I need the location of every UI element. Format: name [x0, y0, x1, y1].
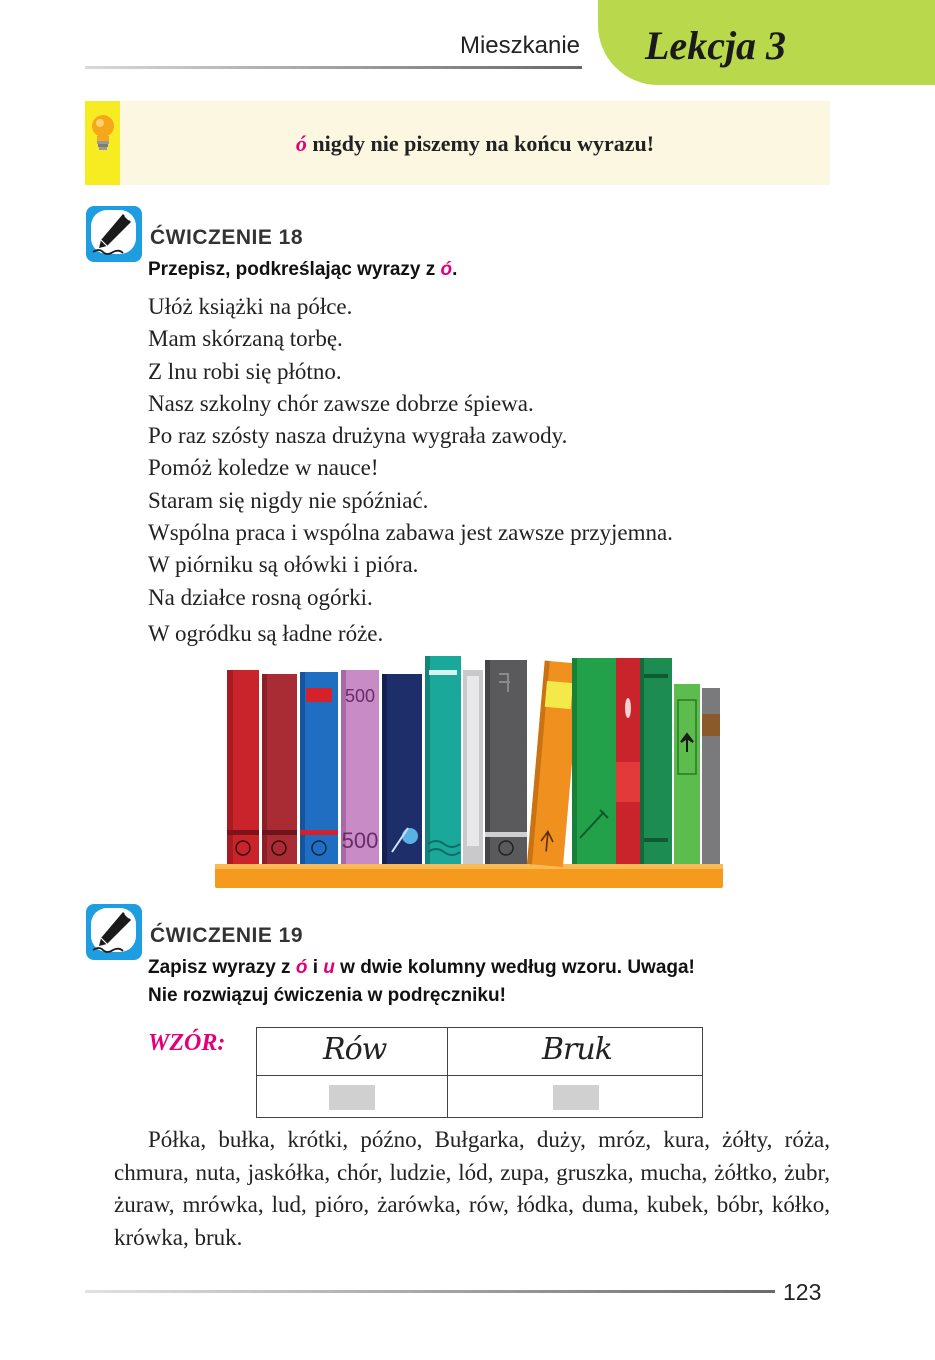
- instruction-text: i: [307, 957, 324, 978]
- model-word-u: Bruk: [542, 1032, 612, 1067]
- list-item: W piórniku są ołówki i pióra.: [148, 552, 419, 578]
- tip-letter: ó: [295, 131, 307, 156]
- instruction-text: w dwie kolumny według wzoru. Uwaga!: [334, 957, 695, 978]
- tip-text: [120, 131, 830, 157]
- chapter-title: Mieszkanie: [459, 32, 580, 59]
- table-column-divider: [447, 1028, 448, 1117]
- pen-writing-icon: [85, 205, 143, 263]
- lightbulb-icon: [89, 111, 117, 155]
- instruction-letter: ó: [440, 259, 453, 280]
- book-label-bottom: 500: [341, 828, 379, 853]
- model-table: [256, 1027, 703, 1118]
- list-item: Staram się nigdy nie spóźniać.: [148, 487, 429, 513]
- list-item: Wspólna praca i wspólna zabawa jest zawsze przyjemna.: [148, 520, 673, 546]
- instruction-letter-o: ó: [295, 957, 308, 978]
- tip-strip: [85, 101, 120, 185]
- page-number: 123: [783, 1279, 822, 1305]
- list-item: Nasz szkolny chór zawsze dobrze śpiewa.: [148, 390, 534, 416]
- instruction-text: Zapisz wyrazy z: [148, 957, 296, 978]
- bookshelf-illustration: [212, 652, 726, 890]
- list-item: Na działce rosną ogórki.: [148, 584, 373, 610]
- sentence-list: [148, 291, 673, 650]
- instruction-period: .: [452, 259, 458, 280]
- instruction-line-2: Nie rozwiązuj ćwiczenia w podręczniku!: [148, 985, 506, 1006]
- list-item: Z lnu robi się płótno.: [148, 358, 342, 384]
- exercise-18-title: ĆWICZENIE 18: [150, 226, 304, 249]
- tip-box: [85, 101, 830, 185]
- instruction-text: Przepisz, podkreślając wyrazy z: [148, 259, 441, 280]
- list-item: Ułóż książki na półce.: [148, 294, 353, 319]
- instruction-letter-u: u: [323, 957, 335, 978]
- exercise-19-title: ĆWICZENIE 19: [150, 924, 304, 947]
- word-list: Półka, bułka, krótki, późno, Bułgarka, duży, mróz, kura, żółty, róża, chmura, nuta, jaskółka, chór, ludzie, lód, zupa, gruszka, mucha, żółtko, żubr, żuraw, mrówka, lud, pióro, żarówka, rów, łódka, duma, kubek, bóbr, kółko, krówka, bruk.: [114, 1127, 830, 1250]
- instruction-line-1: [148, 954, 695, 982]
- header-divider: [85, 66, 582, 69]
- list-item: Pomóż koledze w nauce!: [148, 455, 379, 481]
- blank-cell: [553, 1085, 599, 1110]
- pen-writing-icon: [85, 903, 143, 961]
- table-row-divider: [257, 1075, 702, 1076]
- blank-cell: [329, 1085, 375, 1110]
- tip-message: nigdy nie piszemy na końcu wyrazu!: [306, 131, 655, 156]
- model-word-o: Rów: [323, 1032, 387, 1067]
- lesson-title: Lekcja 3: [645, 23, 787, 68]
- list-item: Po raz szósty nasza drużyna wygrała zawody.: [148, 423, 568, 449]
- exercise-19-instruction: [148, 954, 695, 1010]
- footer-divider: [85, 1290, 775, 1293]
- exercise-18-instruction: [148, 256, 457, 284]
- list-item: W ogródku są ładne róże.: [148, 620, 384, 646]
- model-label: WZÓR:: [148, 1030, 226, 1056]
- book-label-top: 500: [344, 686, 376, 706]
- list-item: Mam skórzaną torbę.: [148, 326, 343, 352]
